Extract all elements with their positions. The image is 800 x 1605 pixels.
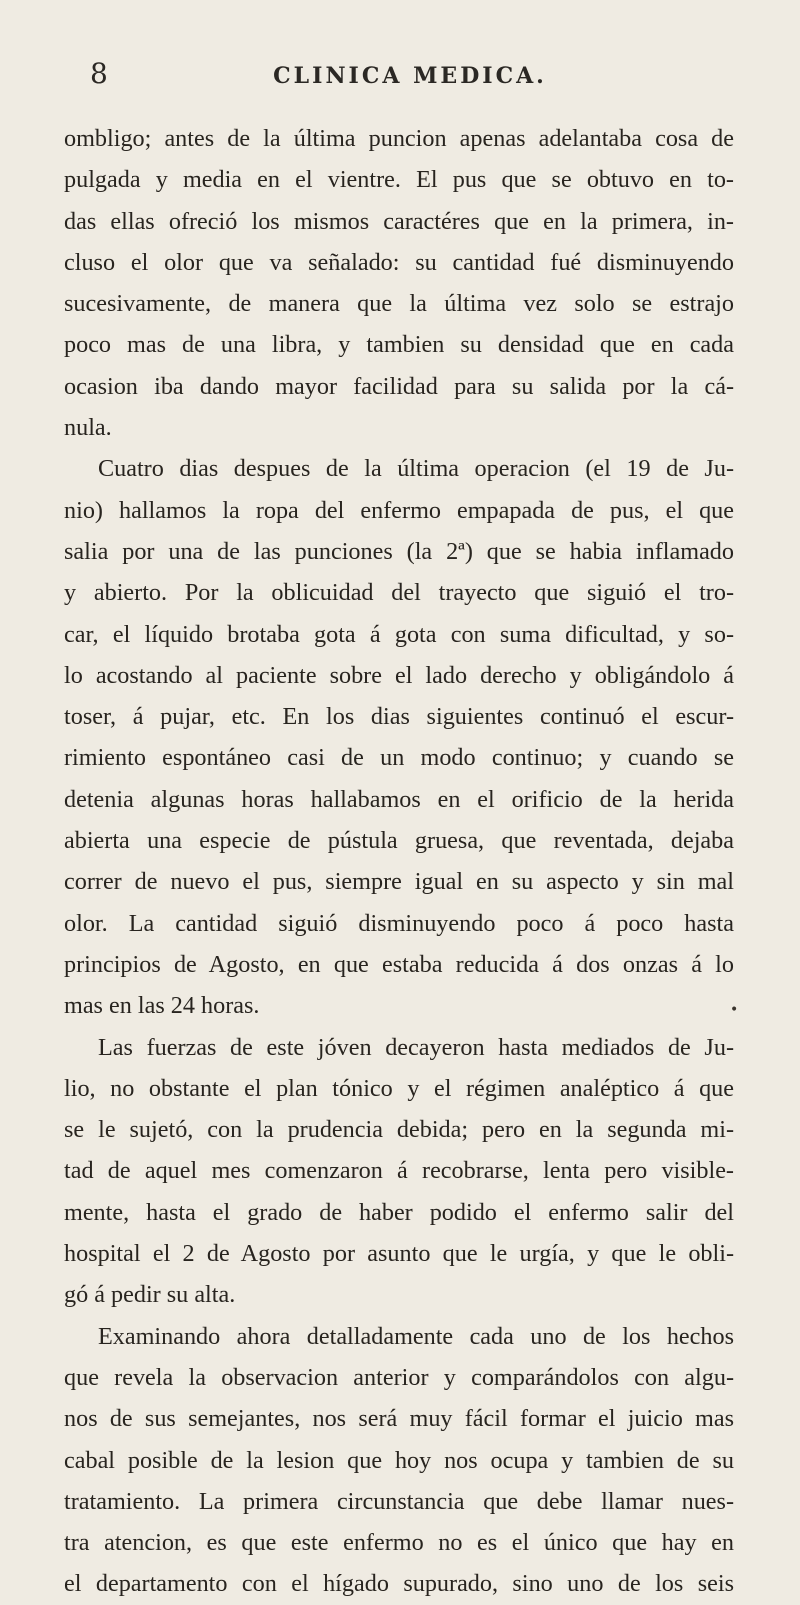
text-line: nos de sus semejantes, nos será muy fácil formar el juicio mas [64, 1405, 734, 1433]
running-title: CLINICA MEDICA. [273, 63, 547, 89]
text-line: poco mas de una libra, y tambien su densidad que en cada [64, 331, 734, 359]
text-line: principios de Agosto, en que estaba reducida á dos onzas á lo [64, 950, 734, 978]
text-line: car, el líquido brotaba gota á gota con suma dificultad, y so- [64, 620, 734, 648]
text-line: abierta una especie de pústula gruesa, que reventada, dejaba [64, 827, 734, 855]
text-line: se le sujetó, con la prudencia debida; pero en la segunda mi- [64, 1116, 734, 1144]
page-header [80, 54, 740, 94]
text-line: tratamiento. La primera circunstancia que debe llamar nues- [64, 1487, 734, 1515]
text-line: ocasion iba dando mayor facilidad para su salida por la cá- [64, 372, 734, 400]
text-line: salia por una de las punciones (la 2ª) que se habia inflamado [64, 537, 734, 565]
text-line: toser, á pujar, etc. En los dias siguientes continuó el escur- [64, 703, 734, 731]
text-line: das ellas ofreció los mismos caractéres que en la primera, in- [64, 207, 734, 235]
text-line: hospital el 2 de Agosto por asunto que le urgía, y que le obli- [64, 1240, 734, 1268]
body-text [64, 118, 734, 1605]
text-line: tra atencion, es que este enfermo no es el único que hay en [64, 1529, 734, 1557]
text-line: mente, hasta el grado de haber podido el enfermo salir del [64, 1198, 734, 1226]
text-line: cabal posible de la lesion que hoy nos ocupa y tambien de su [64, 1446, 734, 1474]
text-line: y abierto. Por la oblicuidad del trayecto que siguió el tro- [64, 579, 734, 607]
text-line: Examinando ahora detalladamente cada uno de los hechos [98, 1322, 734, 1350]
text-line: rimiento espontáneo casi de un modo continuo; y cuando se [64, 744, 734, 772]
text-line: lo acostando al paciente sobre el lado derecho y obligándolo á [64, 661, 734, 689]
text-line: ombligo; antes de la última puncion apenas adelantaba cosa de [64, 125, 734, 152]
text-line: Cuatro dias despues de la última operacion (el 19 de Ju- [98, 455, 734, 483]
text-line: lio, no obstante el plan tónico y el régimen analéptico á que [64, 1074, 734, 1102]
text-line: nio) hallamos la ropa del enfermo empapada de pus, el que [64, 496, 734, 524]
text-line: pulgada y media en el vientre. El pus que se obtuvo en to- [64, 166, 734, 194]
text-line: olor. La cantidad siguió disminuyendo poco á poco hasta [64, 909, 734, 937]
text-line: que revela la observacion anterior y comparándolos con algu- [64, 1363, 734, 1391]
text-line: el departamento con el hígado supurado, sino uno de los seis [64, 1570, 734, 1598]
text-line: nula. [64, 414, 112, 442]
text-line: gó á pedir su alta. [64, 1281, 236, 1309]
text-line: sucesivamente, de manera que la última vez solo se estrajo [64, 290, 734, 318]
page-number: 8 [90, 57, 108, 90]
print-speck: • [730, 1002, 739, 1018]
text-line: mas en las 24 horas. [64, 992, 260, 1020]
text-line: detenia algunas horas hallabamos en el orificio de la herida [64, 785, 734, 813]
text-line: cluso el olor que va señalado: su cantidad fué disminuyendo [64, 248, 734, 276]
text-line: tad de aquel mes comenzaron á recobrarse, lenta pero visible- [64, 1157, 734, 1185]
text-line: correr de nuevo el pus, siempre igual en su aspecto y sin mal [64, 868, 734, 896]
text-line: Las fuerzas de este jóven decayeron hasta mediados de Ju- [98, 1033, 734, 1061]
